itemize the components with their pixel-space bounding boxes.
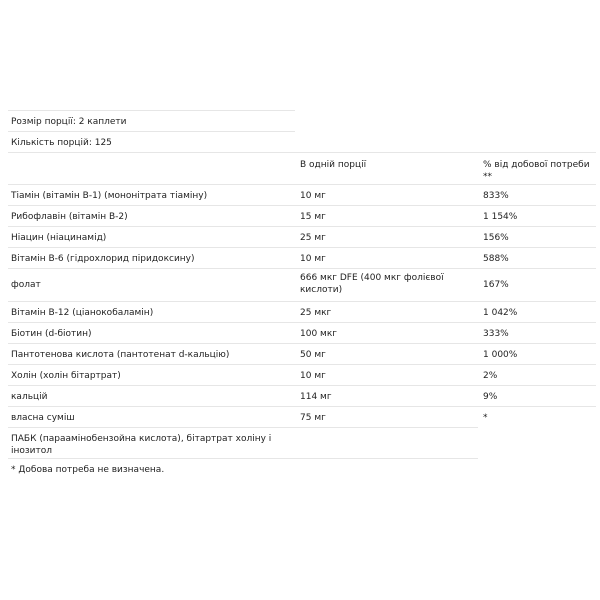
table-row [8, 322, 596, 343]
table-row [8, 406, 596, 427]
nutrient-name: Тіамін (вітамін B-1) (мононітрата тіаміну) [11, 191, 208, 201]
nutrient-amount: 50 мг [300, 350, 326, 360]
nutrient-dv: 1 042% [483, 308, 518, 318]
footnote [8, 458, 478, 482]
nutrient-amount: 10 мг [300, 254, 326, 264]
nutrient-amount: 10 мг [300, 371, 326, 381]
nutrient-dv: 156% [483, 233, 509, 243]
table-row [8, 364, 596, 385]
serving-size-text: Розмір порції: 2 каплети [11, 117, 127, 127]
nutrient-dv: 167% [483, 280, 509, 290]
nutrient-name: Ніацин (ніацинамід) [11, 233, 107, 243]
nutrient-amount: 75 мг [300, 413, 326, 423]
table-row [8, 385, 596, 406]
nutrient-name: Вітамін B-12 (ціанокобаламін) [11, 308, 154, 318]
header-daily-value: % від добової потреби ** [483, 160, 590, 182]
nutrient-name: фолат [11, 280, 41, 290]
footnote-text: * Добова потреба не визначена. [11, 465, 165, 475]
table-row [8, 184, 596, 205]
nutrient-dv: 833% [483, 191, 509, 201]
blend-ingredients: ПАБК (параамінобензойна кислота), бітартрат холіну і інозитол [11, 434, 272, 456]
table-row [8, 226, 596, 247]
table-row [8, 268, 596, 301]
nutrient-dv: * [483, 413, 488, 423]
header-empty-cell [8, 153, 297, 159]
servings-count [8, 131, 295, 152]
serving-size [8, 110, 295, 131]
nutrient-dv: 588% [483, 254, 509, 264]
nutrient-amount: 25 мкг [300, 308, 332, 318]
table-row [8, 205, 596, 226]
nutrient-amount: 25 мг [300, 233, 326, 243]
table-header [8, 152, 596, 184]
table-row [8, 247, 596, 268]
nutrient-name: Пантотенова кислота (пантотенат d-кальцію) [11, 350, 230, 360]
nutrient-amount: 666 мкг DFE (400 мкг фолієвої кислоти) [300, 273, 444, 295]
nutrient-amount: 100 мкг [300, 329, 337, 339]
nutrient-name: власна суміш [11, 413, 75, 423]
nutrient-name: Вітамін B-6 (гідрохлорид піридоксину) [11, 254, 195, 264]
nutrient-name: кальцій [11, 392, 48, 402]
table-row [8, 343, 596, 364]
nutrient-name: Біотин (d-біотин) [11, 329, 92, 339]
nutrient-dv: 1 154% [483, 212, 518, 222]
servings-count-text: Кількість порцій: 125 [11, 138, 112, 148]
nutrient-amount: 114 мг [300, 392, 332, 402]
nutrient-name: Рибофлавін (вітамін B-2) [11, 212, 128, 222]
nutrient-name: Холін (холін бітартрат) [11, 371, 121, 381]
nutrient-amount: 15 мг [300, 212, 326, 222]
supplement-facts-table [8, 110, 596, 482]
nutrient-dv: 9% [483, 392, 498, 402]
table-row [8, 301, 596, 322]
blend-ingredients-row [8, 427, 478, 458]
nutrient-dv: 1 000% [483, 350, 518, 360]
nutrient-dv: 333% [483, 329, 509, 339]
header-per-serving: В одній порції [300, 160, 367, 170]
nutrient-amount: 10 мг [300, 191, 326, 201]
nutrient-dv: 2% [483, 371, 498, 381]
